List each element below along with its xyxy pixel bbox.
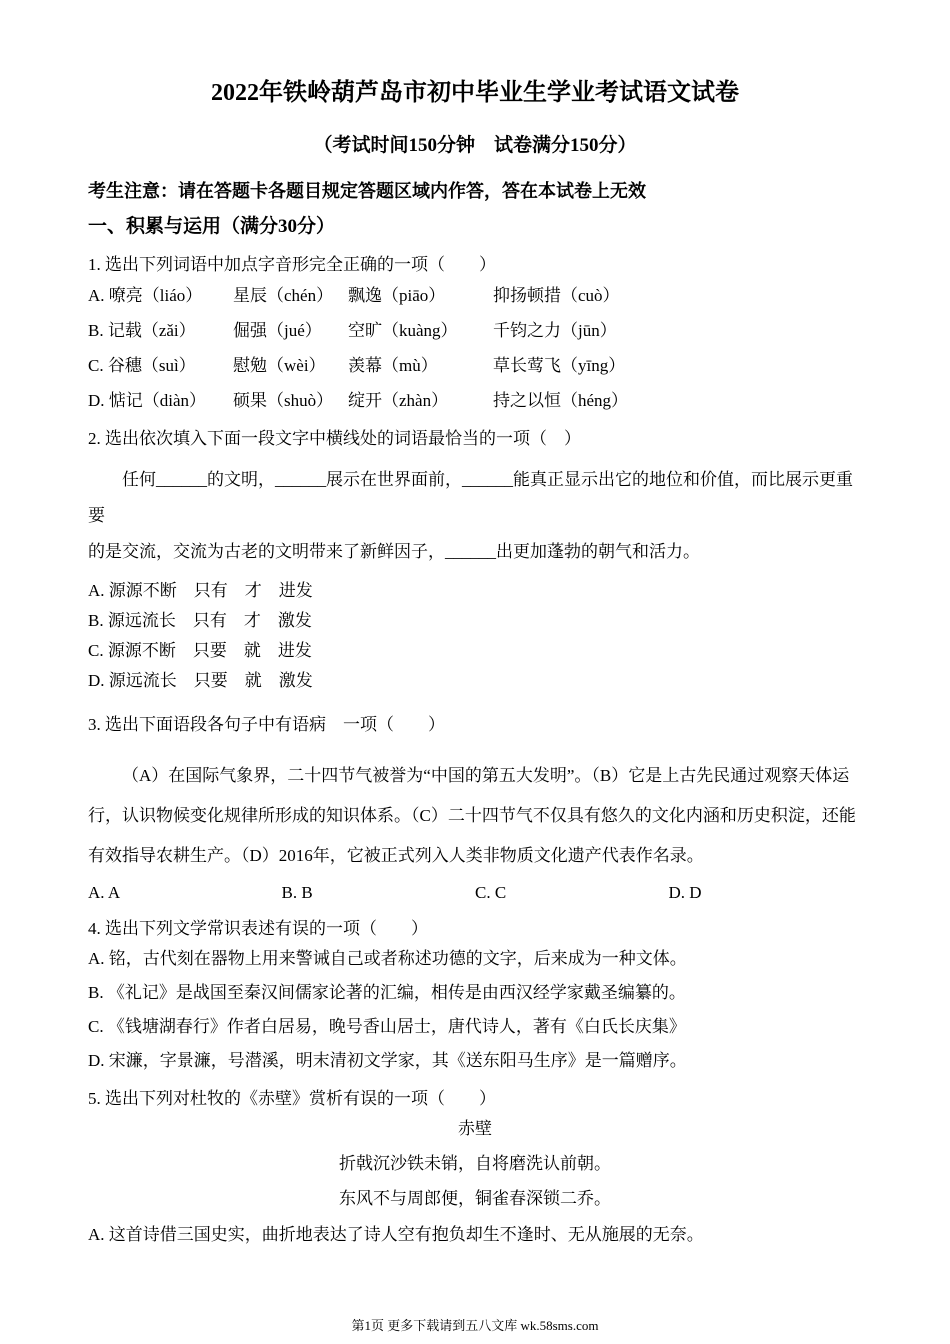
option-cell: 抑扬顿措（cuò）: [493, 286, 620, 305]
poem-line: 折戟沉沙铁未销，自将磨洗认前朝。: [339, 1154, 611, 1173]
option-cell: B. 记载（zǎi）: [88, 321, 196, 340]
question-2-stem: 2. 选出依次填入下面一段文字中横线处的词语最恰当的一项（ ）: [88, 429, 581, 448]
passage-line: 行，认识物候变化规律所形成的知识体系。（C）二十四节气不仅具有悠久的文化内涵和历史积淀，还能: [88, 806, 856, 825]
question-5-stem: 5. 选出下列对杜牧的《赤壁》赏析有误的一项（ ）: [88, 1089, 496, 1108]
option-cell: 持之以恒（héng）: [493, 391, 629, 410]
option-cell: D. 惦记（diàn）: [88, 391, 207, 410]
poem-line: 东风不与周郎便，铜雀春深锁二乔。: [339, 1189, 611, 1208]
candidate-notice: 考生注意：请在答题卡各题目规定答题区域内作答，答在本试卷上无效: [88, 181, 646, 201]
option-cell: 羡幕（mù）: [348, 356, 438, 375]
option-cell: 星辰（chén）: [233, 286, 334, 305]
option-d: D. 源远流长 只要 就 激发: [88, 671, 313, 690]
option-row-c: [88, 348, 862, 383]
option-row-d: [88, 383, 862, 418]
option-cell: 慰勉（wèi）: [233, 356, 326, 375]
passage-line: （A）在国际气象界，二十四节气被誉为“中国的第五大发明”。（B）它是上古先民通过观察天体运: [122, 766, 850, 785]
option-row-a: [88, 278, 862, 313]
question-1: [88, 252, 862, 418]
option-b: B. B: [281, 883, 313, 902]
question-2: [88, 426, 862, 696]
option-cell: 千钧之力（jūn）: [493, 321, 617, 340]
passage-line: 的是交流，交流为古老的文明带来了新鲜因子，______出更加蓬勃的朝气和活力。: [88, 542, 700, 561]
page-footer: 第1页 更多下载请到五八文库 wk.58sms.com: [351, 1318, 599, 1333]
question-3: [88, 712, 862, 906]
question-1-options: [88, 278, 862, 418]
option-d: D. 宋濂，字景濂，号潜溪，明末清初文学家，其《送东阳马生序》是一篇赠序。: [88, 1051, 687, 1070]
option-b: B. 源远流长 只有 才 激发: [88, 611, 312, 630]
passage-line: 任何______的文明，______展示在世界面前，______能真正显示出它的地位和价值，而比展示更重要: [88, 470, 853, 525]
option-c: C. 源源不断 只要 就 进发: [88, 641, 312, 660]
option-a: A. 源源不断 只有 才 进发: [88, 581, 313, 600]
option-c: C. C: [475, 883, 507, 902]
question-2-passage: [88, 462, 862, 570]
option-b: B. 《礼记》是战国至秦汉间儒家论著的汇编，相传是由西汉经学家戴圣编纂的。: [88, 983, 686, 1002]
option-cell: 硕果（shuò）: [233, 391, 334, 410]
option-cell: 绽开（zhàn）: [348, 391, 449, 410]
option-a: A. 这首诗借三国史实，曲折地表达了诗人空有抱负却生不逢时、无从施展的无奈。: [88, 1225, 704, 1244]
option-a: A. A: [88, 883, 121, 902]
question-1-stem: 1. 选出下列词语中加点字音形完全正确的一项（ ）: [88, 255, 496, 274]
poem-title: 赤壁: [458, 1119, 492, 1138]
page-title: 2022年铁岭葫芦岛市初中毕业生学业考试语文试卷: [211, 80, 739, 106]
option-cell: C. 谷穗（suì）: [88, 356, 196, 375]
question-4-stem: 4. 选出下列文学常识表述有误的一项（ ）: [88, 919, 428, 938]
option-cell: 倔强（jué）: [233, 321, 322, 340]
option-cell: 空旷（kuàng）: [348, 321, 458, 340]
option-c: C. 《钱塘湖春行》作者白居易，晚号香山居士，唐代诗人，著有《白氏长庆集》: [88, 1017, 686, 1036]
exam-time-info: （考试时间150分钟 试卷满分150分）: [313, 135, 637, 156]
passage-line: 有效指导农耕生产。（D）2016年，它被正式列入人类非物质文化遗产代表作名录。: [88, 846, 704, 865]
option-a: A. 铭，古代刻在器物上用来警诫自己或者称述功德的文字，后来成为一种文体。: [88, 949, 687, 968]
question-4: [88, 916, 862, 1078]
question-3-passage: [88, 756, 862, 876]
option-d: D. D: [668, 883, 702, 902]
question-3-options: [88, 880, 862, 906]
question-5: [88, 1086, 862, 1250]
section-one-heading: 一、积累与运用（满分30分）: [88, 216, 336, 237]
question-4-options: [88, 942, 862, 1078]
option-cell: A. 嘹亮（liáo）: [88, 286, 203, 305]
option-cell: 飘逸（piāo）: [348, 286, 446, 305]
question-2-options: [88, 576, 862, 696]
question-3-stem: 3. 选出下面语段各句子中有语病 一项（ ）: [88, 715, 445, 734]
option-row-b: [88, 313, 862, 348]
option-cell: 草长莺飞（yīng）: [493, 356, 626, 375]
question-5-options: [88, 1220, 862, 1250]
